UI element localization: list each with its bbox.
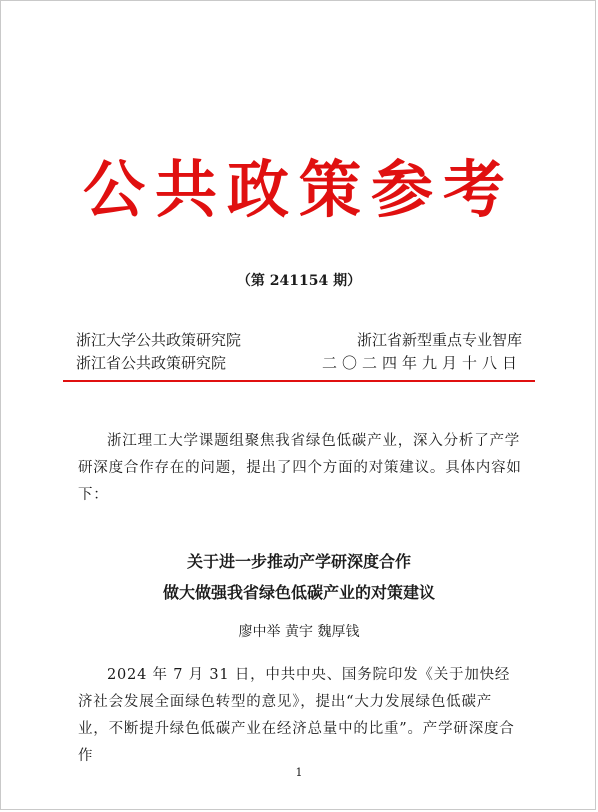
header-divider [63, 380, 535, 382]
page-number: 1 [295, 766, 303, 779]
article-title-line1: 关于进一步推动产学研深度合作 [186, 552, 411, 571]
body-paragraph: 2024 年 7 月 31 日，中共中央、国务院印发《关于加快经济社会发展全面绿色转型的意见》，提出“大力发展绿色低碳产业，不断提升绿色低碳产业在经济总量中的比重”。产学研深度合作 [78, 667, 515, 764]
publish-date: 二〇二四年九月十八日 [321, 354, 522, 372]
issue-number: （第 241154 期） [236, 273, 362, 289]
org-left-line2: 浙江省公共政策研究院 [76, 354, 227, 372]
org-left-line1: 浙江大学公共政策研究院 [76, 331, 242, 349]
masthead-title: 公共政策参考 [82, 153, 515, 226]
article-authors: 廖中举 黄宇 魏厚钱 [238, 624, 360, 640]
article-title-line2: 做大做强我省绿色低碳产业的对策建议 [162, 583, 435, 602]
org-right-line1: 浙江省新型重点专业智库 [356, 331, 522, 349]
intro-paragraph: 浙江理工大学课题组聚焦我省绿色低碳产业，深入分析了产学研深度合作存在的问题，提出了四个方面的对策建议。具体内容如下： [78, 433, 522, 503]
